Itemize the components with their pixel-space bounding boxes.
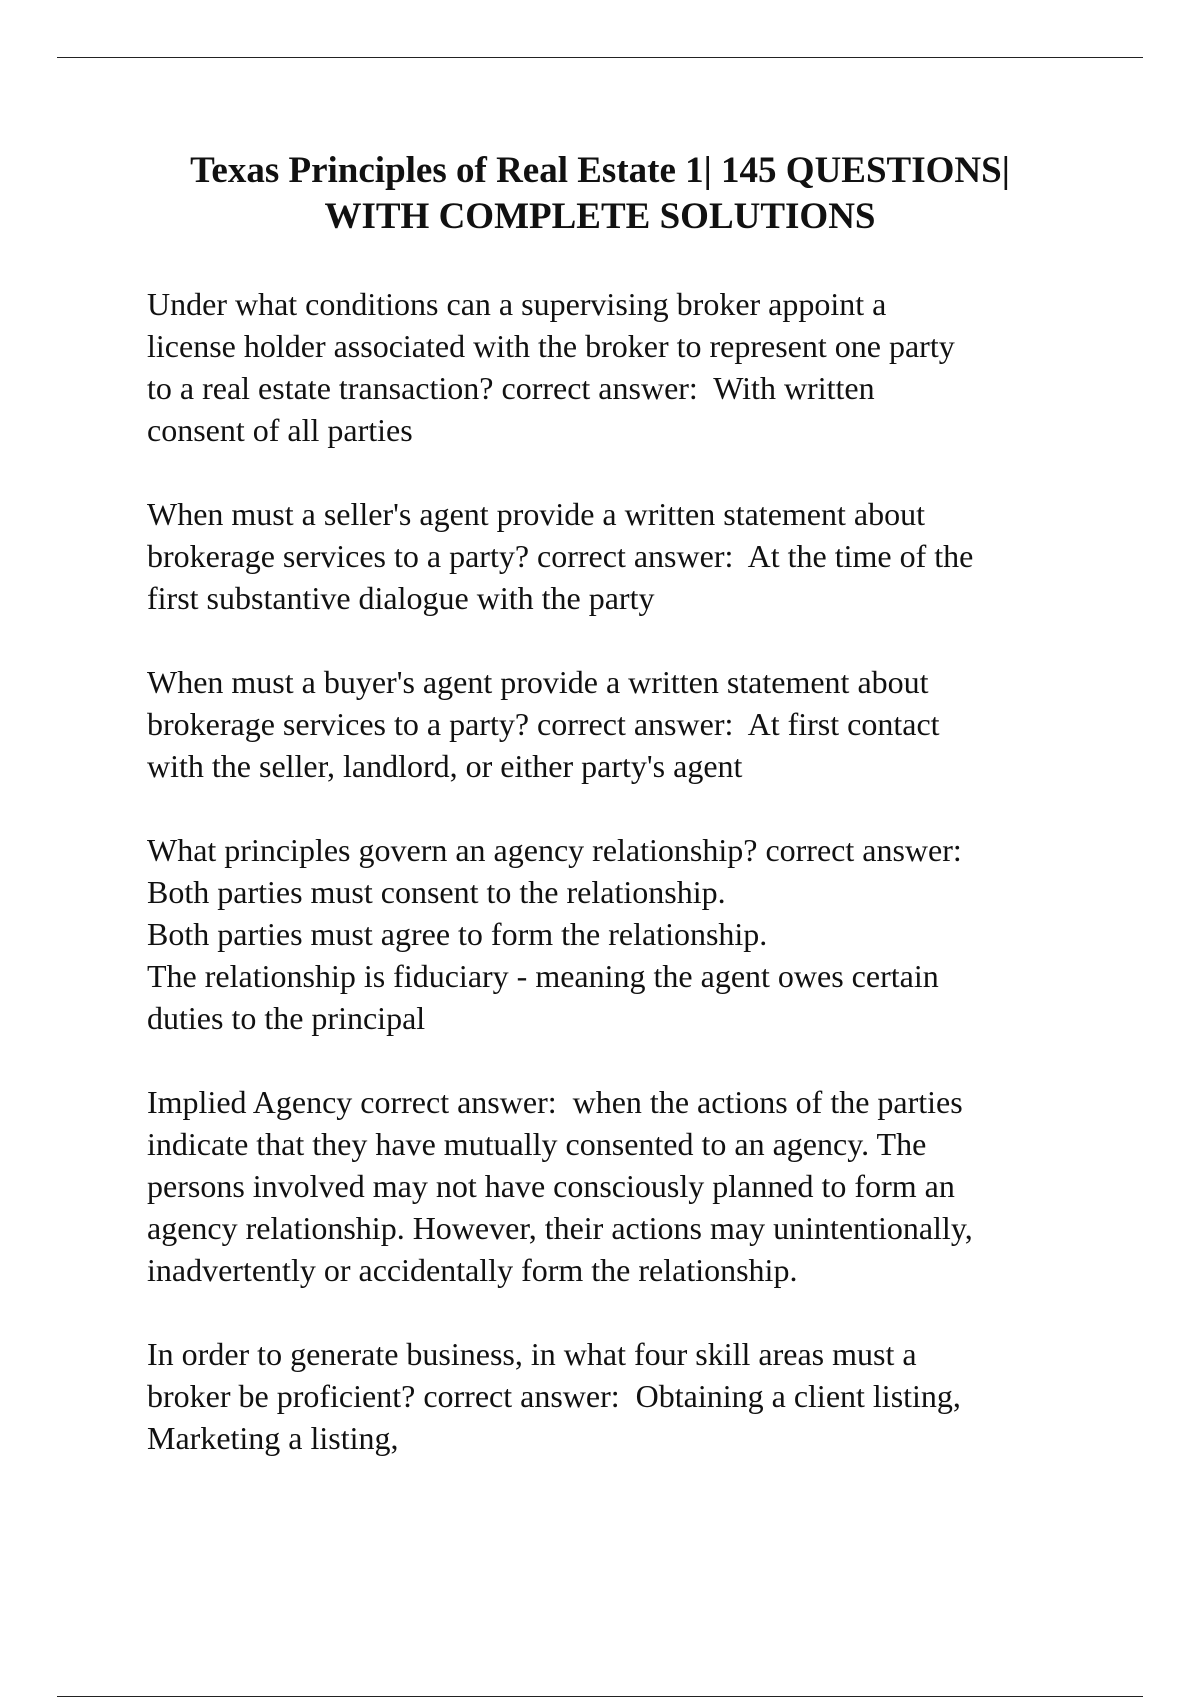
qa-line: license holder associated with the broker to represent one party (147, 328, 955, 364)
qa-line: brokerage services to a party? correct answer: At the time of the (147, 538, 974, 574)
document-title (100, 148, 1100, 240)
qa-line: first substantive dialogue with the party (147, 580, 655, 616)
title-line: WITH COMPLETE SOLUTIONS (324, 196, 876, 237)
qa-line: brokerage services to a party? correct answer: At first contact (147, 706, 940, 742)
qa-line: When must a buyer's agent provide a written statement about (147, 664, 929, 700)
qa-line: inadvertently or accidentally form the relationship. (147, 1252, 798, 1288)
qa-line: consent of all parties (147, 412, 413, 448)
qa-line: with the seller, landlord, or either party's agent (147, 748, 743, 784)
qa-line: Implied Agency correct answer: when the actions of the parties (147, 1084, 963, 1120)
qa-entry (147, 1333, 1107, 1459)
qa-line: indicate that they have mutually consented to an agency. The (147, 1126, 927, 1162)
bottom-divider (57, 1696, 1143, 1697)
qa-line: to a real estate transaction? correct answer: With written (147, 370, 875, 406)
qa-entry (147, 283, 1107, 451)
qa-entry (147, 493, 1107, 619)
qa-line: broker be proficient? correct answer: Obtaining a client listing, (147, 1378, 961, 1414)
qa-line: Under what conditions can a supervising broker appoint a (147, 286, 887, 322)
qa-entry (147, 829, 1107, 1039)
qa-line: The relationship is fiduciary - meaning the agent owes certain (147, 958, 939, 994)
qa-entry (147, 1081, 1107, 1291)
qa-line: agency relationship. However, their actions may unintentionally, (147, 1210, 973, 1246)
qa-line: When must a seller's agent provide a written statement about (147, 496, 925, 532)
qa-entry (147, 661, 1107, 787)
qa-list (147, 283, 1107, 1501)
qa-line: Both parties must consent to the relationship. (147, 874, 726, 910)
qa-line: persons involved may not have consciously planned to form an (147, 1168, 955, 1204)
qa-line: In order to generate business, in what four skill areas must a (147, 1336, 917, 1372)
qa-line: What principles govern an agency relationship? correct answer: (147, 832, 962, 868)
top-divider (57, 57, 1143, 58)
qa-line: Both parties must agree to form the relationship. (147, 916, 768, 952)
qa-line: Marketing a listing, (147, 1420, 399, 1456)
qa-line: duties to the principal (147, 1000, 426, 1036)
title-line: Texas Principles of Real Estate 1| 145 QUESTIONS| (190, 150, 1010, 191)
